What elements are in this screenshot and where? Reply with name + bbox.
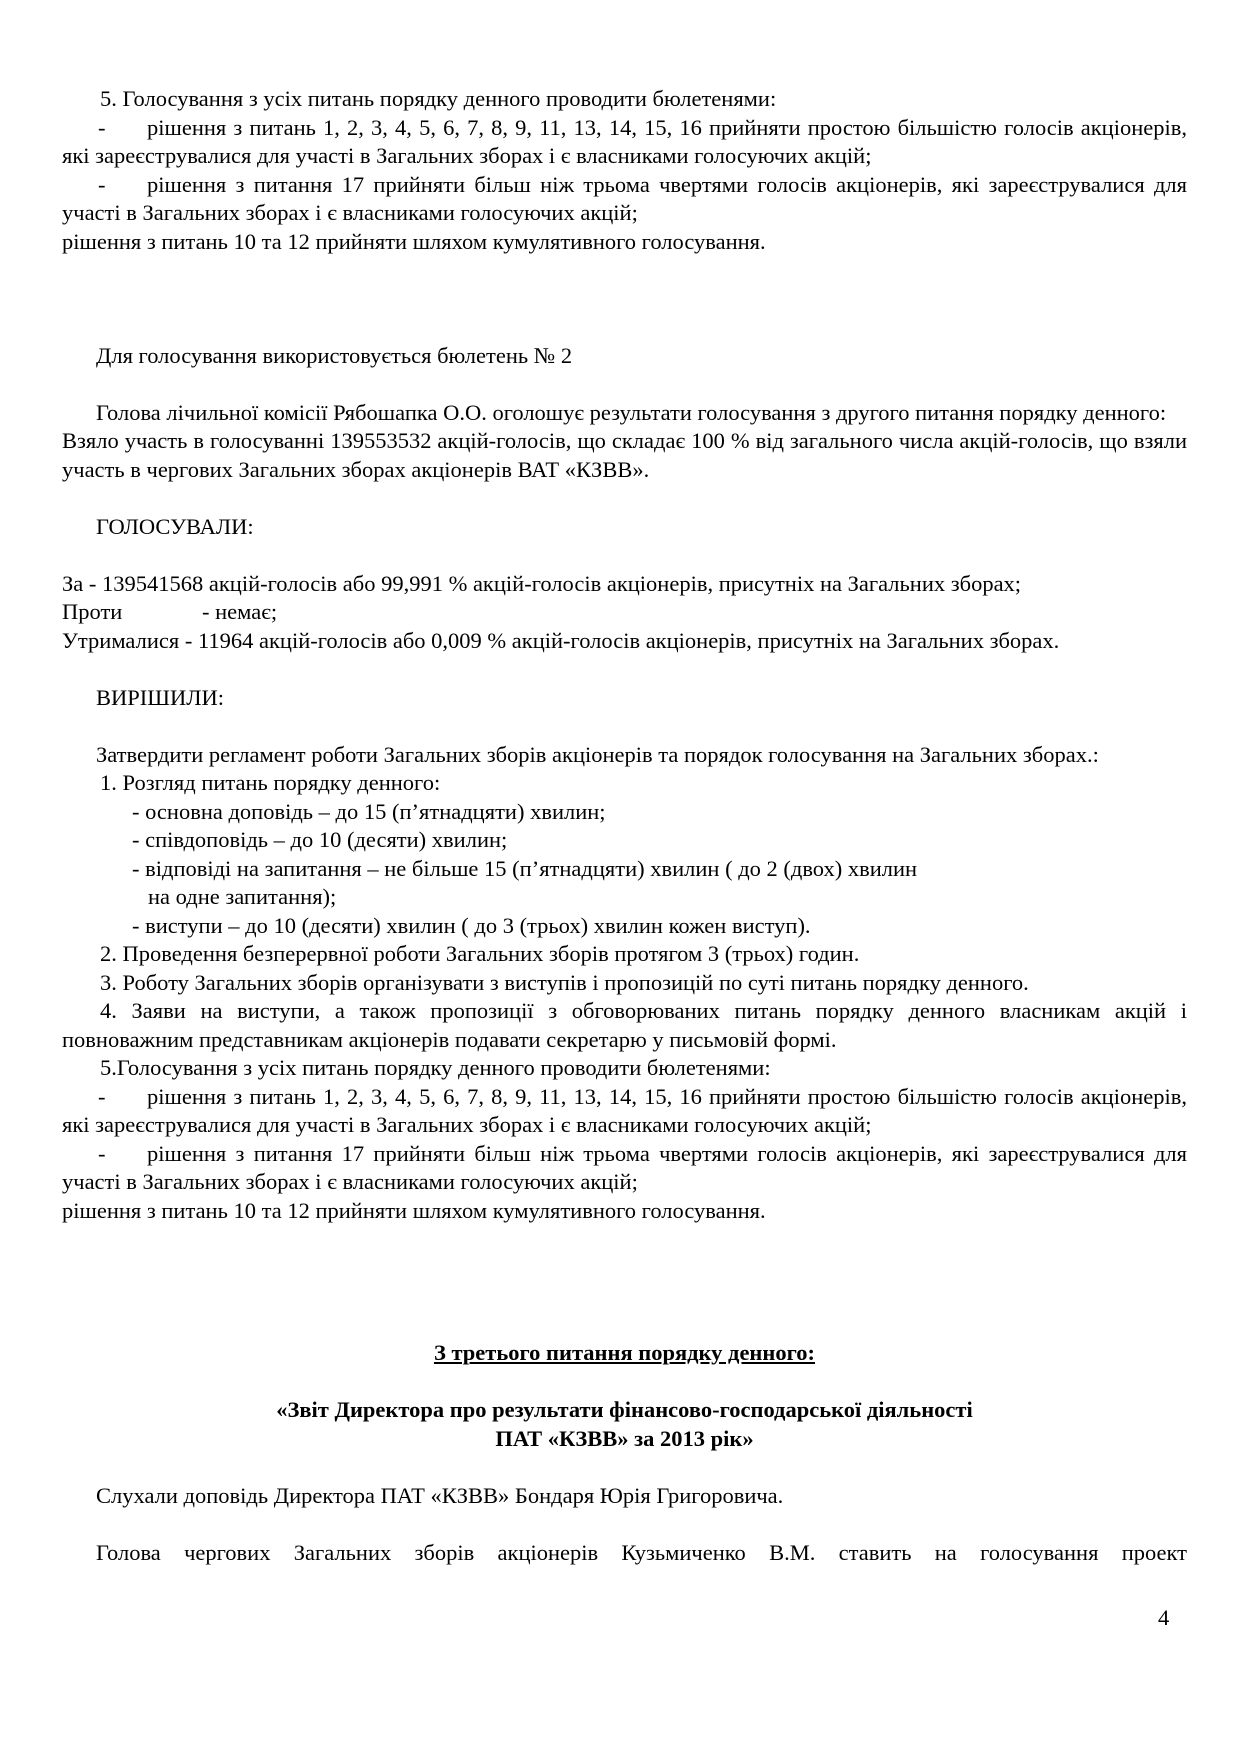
regulation-subpoint: - виступи – до 10 (десяти) хвилин ( до 3 (трьох) хвилин кожен виступ). — [132, 912, 811, 938]
participation-text: Взяло участь в голосуванні 139553532 акцій-голосів, що складає 100 % від загального числа акцій-голосів, що взяли участь в чергових Загальних зборах акціонерів ВАТ «КЗВВ». — [62, 428, 1187, 482]
decision-intro: Затвердити регламент роботи Загальних зборів акціонерів та порядок голосування на Загальних зборах.: — [96, 741, 1099, 767]
regulation-point-2: 2. Проведення безперервної роботи Загальних зборів протягом 3 (трьох) годин. — [100, 941, 860, 966]
voting-item — [62, 1140, 1187, 1197]
regulation-point-3: 3. Роботу Загальних зборів організувати з виступів і пропозицій по суті питань порядку денного. — [100, 969, 1029, 995]
third-issue-title: «Звіт Директора про результати фінансово-господарської діяльності — [276, 1397, 973, 1422]
vote-abstain: Утрималися - 11964 акцій-голосів або 0,009 % акцій-голосів акціонерів, присутніх на Загальних зборах. — [62, 627, 1060, 653]
voting-item-text: рішення з питання 17 прийняти більш ніж трьома чвертями голосів акціонерів, які зареєструвалися для участі в Загальних зборах і є власниками голосуючих акцій; — [62, 171, 1187, 225]
voting-item-text: рішення з питання 17 прийняти більш ніж трьома чвертями голосів акціонерів, які зареєструвалися для участі в Загальних зборах і є власниками голосуючих акцій; — [62, 1140, 1187, 1194]
vote-for: За - 139541568 акцій-голосів або 99,991 % акцій-голосів акціонерів, присутніх на Загальних зборах; — [62, 570, 1022, 596]
third-issue-title: ПАТ «КЗВВ» за 2013 рік» — [495, 1425, 754, 1451]
regulation-point-1: 1. Розгляд питань порядку денного: — [100, 770, 441, 795]
voting-item: рішення з питань 10 та 12 прийняти шляхом кумулятивного голосування. — [62, 1197, 766, 1223]
list-dash: - — [98, 171, 106, 197]
heard-report: Слухали доповідь Директора ПАТ «КЗВВ» Бондаря Юрія Григоровича. — [96, 1482, 784, 1508]
chairman-announcement: Голова лічильної комісії Рябошапка О.О. оголошує результати голосування з другого питання порядку денного: — [96, 399, 1167, 425]
list-dash: - — [98, 114, 106, 140]
voting-item: рішення з питань 10 та 12 прийняти шляхом кумулятивного голосування. — [62, 228, 766, 254]
voting-heading: 5. Голосування з усіх питань порядку денного проводити бюлетенями: — [100, 86, 777, 111]
regulation-subpoint: - основна доповідь – до 15 (п’ятнадцяти) хвилин; — [132, 798, 606, 824]
voting-item — [62, 114, 1187, 171]
third-issue-heading: З третього питання порядку денного: — [433, 1340, 816, 1365]
vote-against-value: - немає; — [202, 599, 278, 624]
vote-against — [62, 598, 1187, 627]
decided-label: ВИРІШИЛИ: — [96, 684, 224, 710]
voting-item-text: рішення з питань 1, 2, 3, 4, 5, 6, 7, 8, 9, 11, 13, 14, 15, 16 прийняти простою більшістю голосів акціонерів, які зареєструвалися для участі в Загальних зборах і є власниками голосуючих акцій; — [62, 114, 1187, 168]
voting-heading: 5.Голосування з усіх питань порядку денного проводити бюлетенями: — [100, 1055, 771, 1080]
list-dash: - — [98, 1140, 106, 1166]
vote-against-label: Проти — [62, 599, 123, 624]
document-page — [62, 85, 1187, 1567]
ballot-line: Для голосування використовується бюлетень № 2 — [96, 342, 573, 368]
regulation-point-4: 4. Заяви на виступи, а також пропозиції з обговорюваних питань порядку денного власникам акцій і повноважним представникам акціонерів подавати секретарю у письмовій формі. — [62, 998, 1187, 1052]
voting-item — [62, 171, 1187, 228]
voting-item-text: рішення з питань 1, 2, 3, 4, 5, 6, 7, 8, 9, 11, 13, 14, 15, 16 прийняти простою більшістю голосів акціонерів, які зареєструвалися для участі в Загальних зборах і є власниками голосуючих акцій; — [62, 1083, 1187, 1137]
regulation-subpoint: - співдоповідь – до 10 (десяти) хвилин; — [132, 827, 508, 852]
regulation-subpoint: - відповіді на запитання – не більше 15 (п’ятнадцяти) хвилин ( до 2 (двох) хвилин — [132, 855, 918, 881]
regulation-subpoint-cont: на одне запитання); — [148, 884, 337, 909]
page-number: 4 — [1158, 1605, 1170, 1630]
list-dash: - — [98, 1083, 106, 1109]
voting-item — [62, 1083, 1187, 1140]
voted-label: ГОЛОСУВАЛИ: — [96, 513, 254, 539]
chair-vote-text: Голова чергових Загальних зборів акціонерів Кузьмиченко В.М. ставить на голосування проект — [96, 1539, 1187, 1565]
